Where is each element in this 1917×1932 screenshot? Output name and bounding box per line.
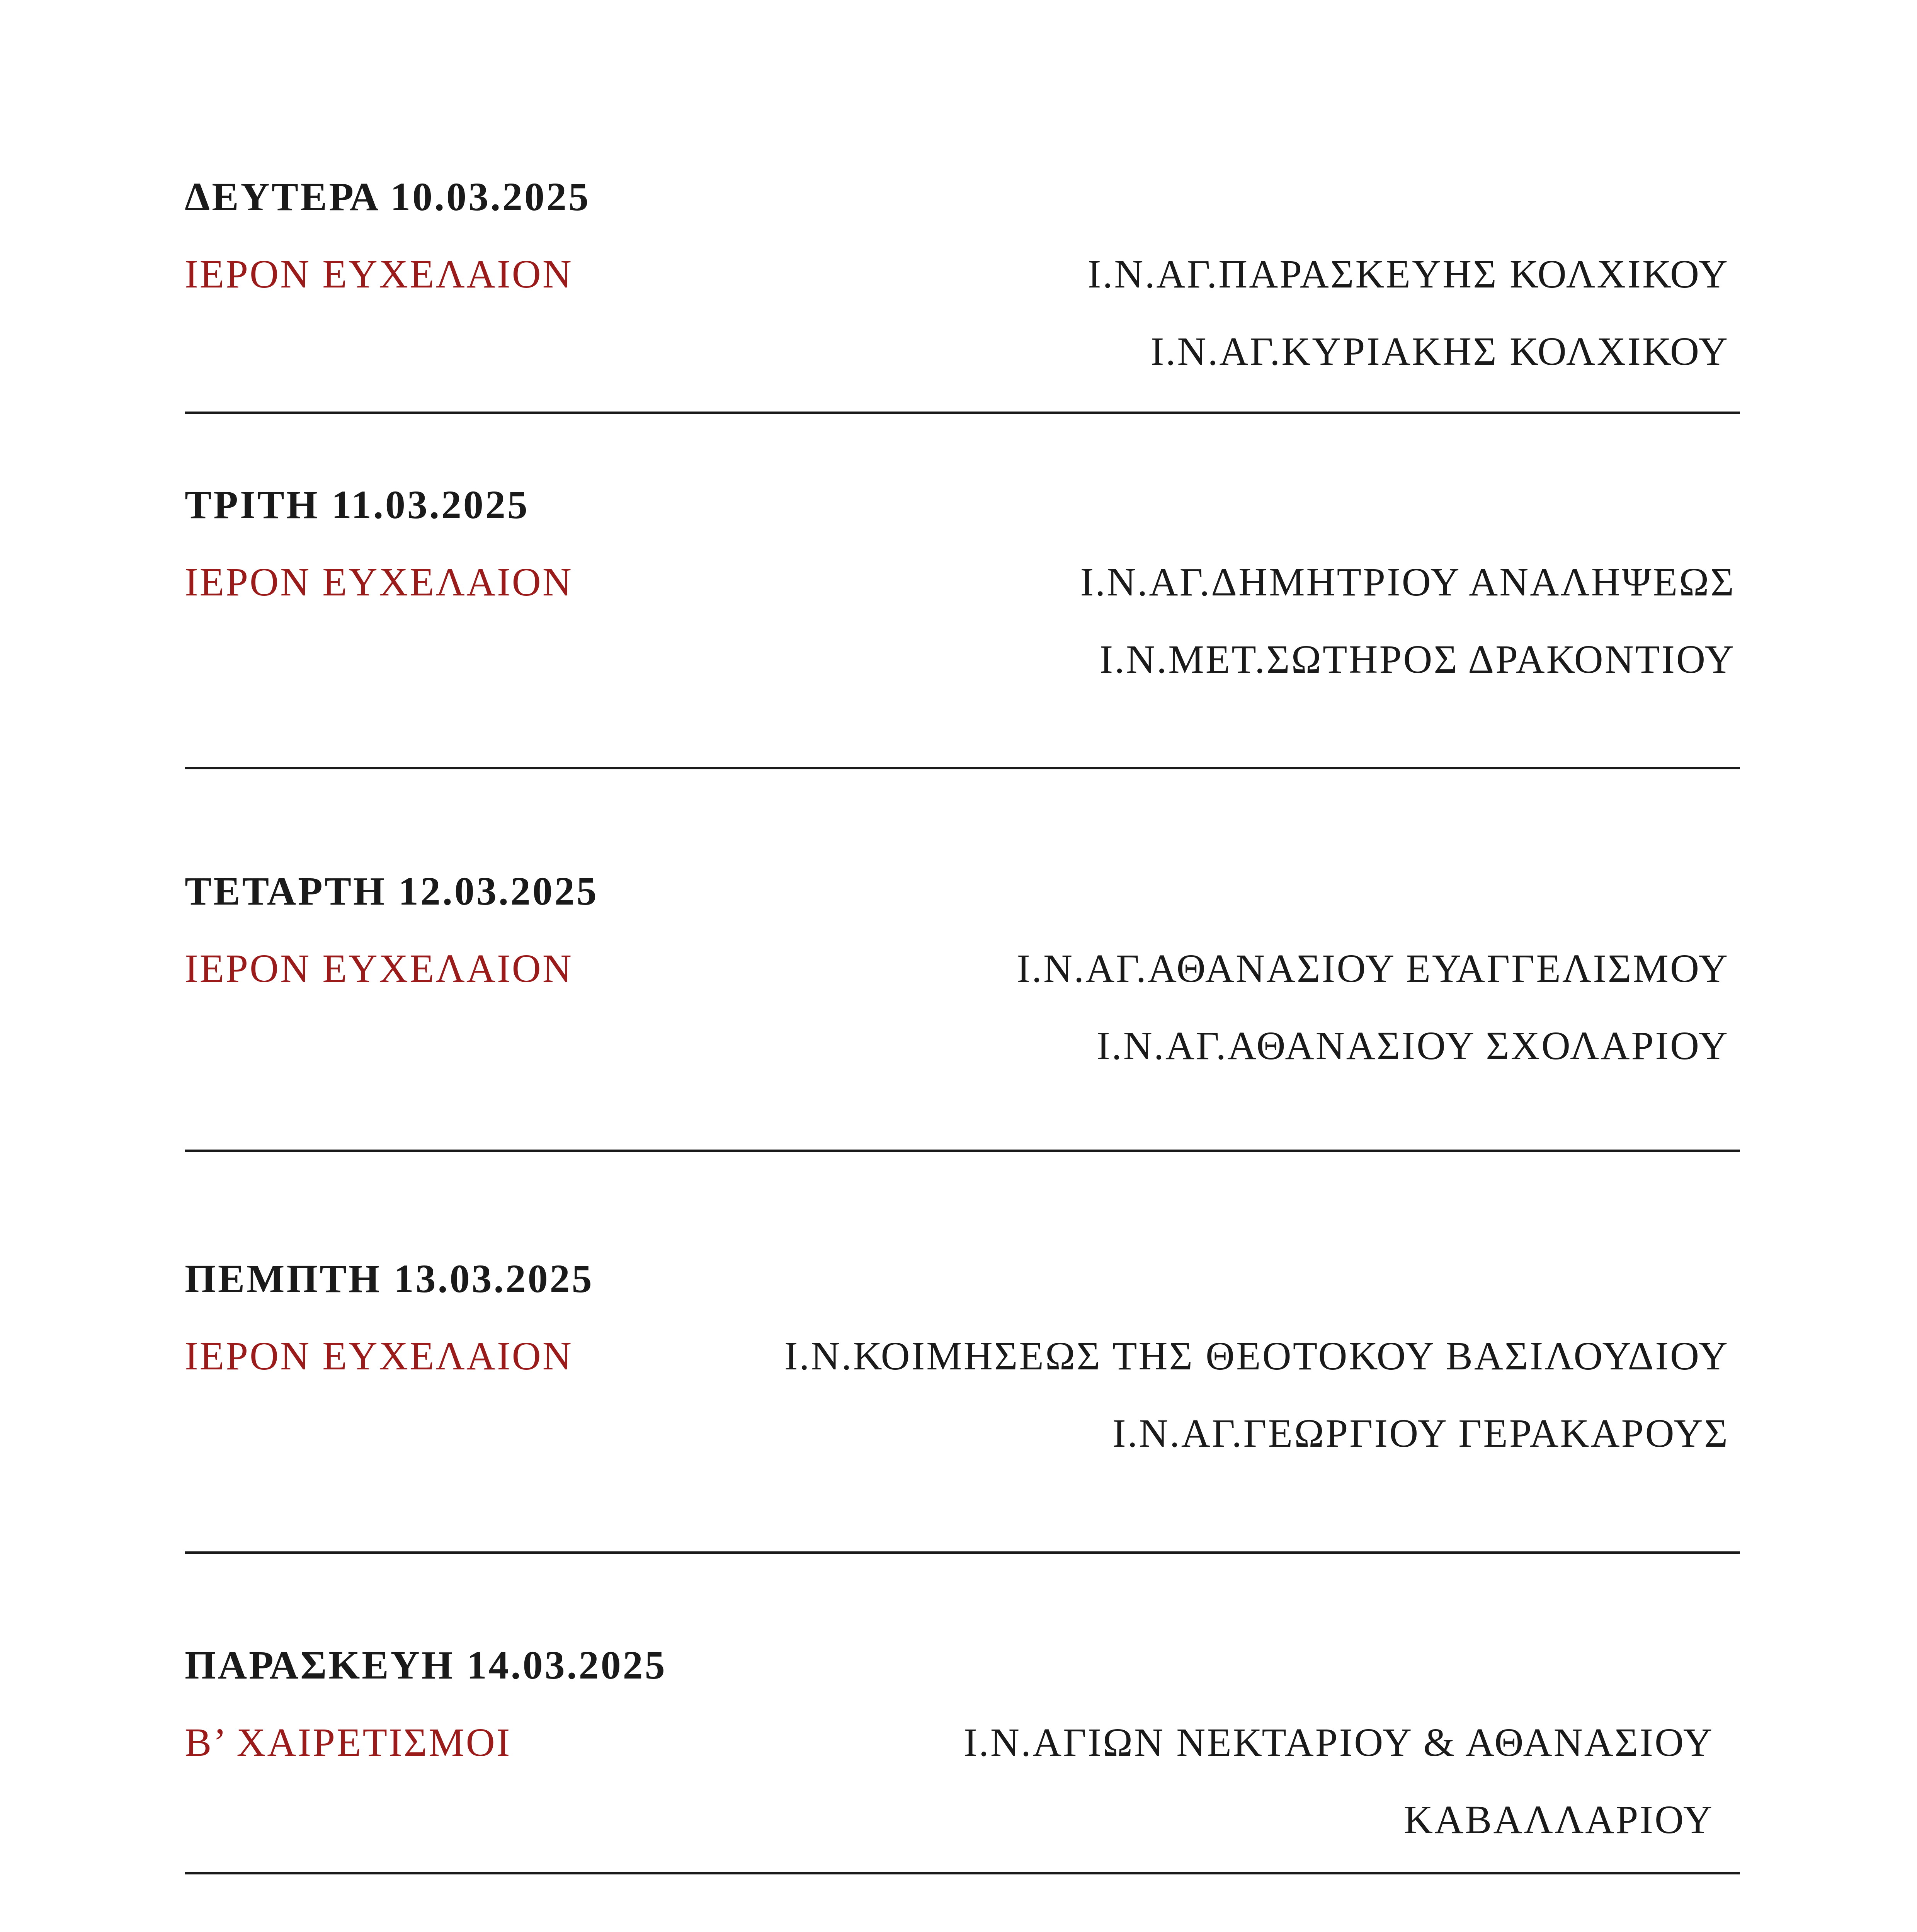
church-line: Ι.Ν.ΑΓ.ΠΑΡΑΣΚΕΥΗΣ ΚΟΛΧΙΚΟΥ (1087, 252, 1729, 296)
church-line: Ι.Ν.ΑΓ.ΑΘΑΝΑΣΙΟΥ ΣΧΟΛΑΡΙΟΥ (1097, 1024, 1729, 1068)
church-line: Ι.Ν.ΑΓ.ΓΕΩΡΓΙΟΥ ΓΕΡΑΚΑΡΟΥΣ (1112, 1411, 1729, 1456)
church-line: Ι.Ν.ΜΕΤ.ΣΩΤΗΡΟΣ ΔΡΑΚΟΝΤΙΟΥ (1099, 637, 1735, 682)
divider (185, 767, 1740, 769)
day-heading: ΠΑΡΑΣΚΕΥΗ 14.03.2025 (185, 1643, 667, 1687)
divider (185, 1150, 1740, 1152)
service-name: ΙΕΡΟΝ ΕΥΧΕΛΑΙΟΝ (185, 252, 573, 296)
church-line: Ι.Ν.ΑΓ.ΔΗΜΗΤΡΙΟΥ ΑΝΑΛΗΨΕΩΣ (1080, 560, 1735, 604)
day-heading: ΠΕΜΠΤΗ 13.03.2025 (185, 1257, 594, 1301)
day-heading: ΤΡΙΤΗ 11.03.2025 (185, 483, 529, 527)
service-name: Β’ ΧΑΙΡΕΤΙΣΜΟΙ (185, 1720, 512, 1765)
church-line: Ι.Ν.ΑΓ.ΚΥΡΙΑΚΗΣ ΚΟΛΧΙΚΟΥ (1150, 329, 1729, 374)
service-name: ΙΕΡΟΝ ΕΥΧΕΛΑΙΟΝ (185, 560, 573, 604)
divider (185, 1551, 1740, 1554)
divider (185, 412, 1740, 414)
day-heading: ΔΕΥΤΕΡΑ 10.03.2025 (185, 175, 591, 219)
divider (185, 1872, 1740, 1874)
church-line: Ι.Ν.ΚΟΙΜΗΣΕΩΣ ΤΗΣ ΘΕΟΤΟΚΟΥ ΒΑΣΙΛΟΥΔΙΟΥ (784, 1334, 1729, 1378)
church-line: Ι.Ν.ΑΓ.ΑΘΑΝΑΣΙΟΥ ΕΥΑΓΓΕΛΙΣΜΟΥ (1017, 946, 1729, 991)
church-line: Ι.Ν.ΑΓΙΩΝ ΝΕΚΤΑΡΙΟΥ & ΑΘΑΝΑΣΙΟΥ (964, 1720, 1714, 1765)
day-heading: ΤΕΤΑΡΤΗ 12.03.2025 (185, 869, 599, 913)
service-name: ΙΕΡΟΝ ΕΥΧΕΛΑΙΟΝ (185, 946, 573, 991)
church-line: ΚΑΒΑΛΛΑΡΙΟΥ (1403, 1798, 1714, 1842)
service-name: ΙΕΡΟΝ ΕΥΧΕΛΑΙΟΝ (185, 1334, 573, 1378)
